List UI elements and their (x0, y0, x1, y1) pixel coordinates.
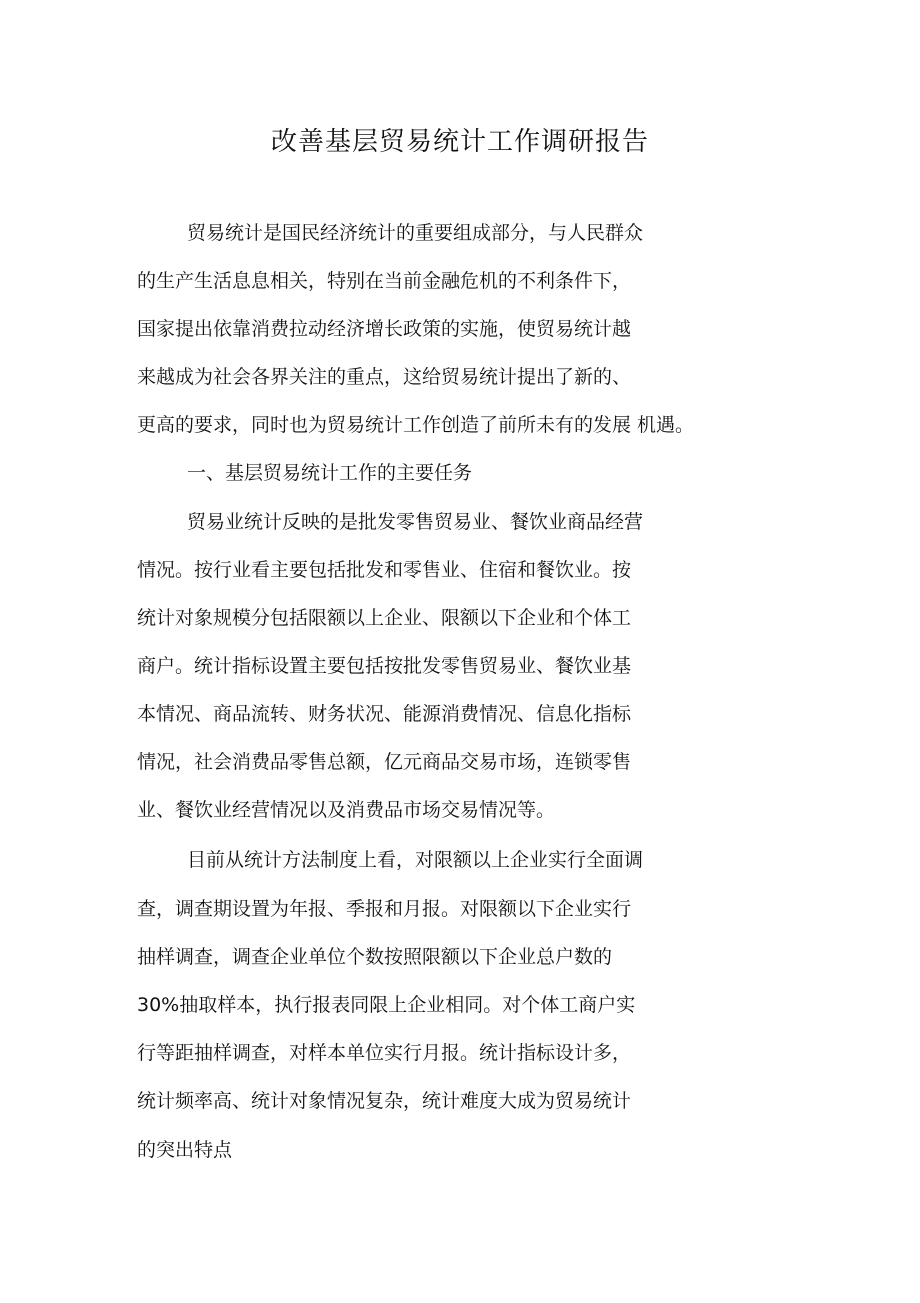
paragraph-line: 本情况、商品流转、财务状况、能源消费情况、信息化指标 (137, 703, 632, 725)
paragraph-line: 抽样调查，调查企业单位个数按照限额以下企业总户数的 (137, 946, 613, 968)
paragraph-line: 来越成为社会各界关注的重点，这给贸易统计提出了新的、 (137, 366, 632, 388)
paragraph-line: 行等距抽样调查，对样本单位实行月报。统计指标设计多， (137, 1042, 632, 1064)
paragraph-line: 的突出特点 (137, 1139, 233, 1161)
paragraph-line: 贸易统计是国民经济统计的重要组成部分，与人民群众 (187, 222, 644, 244)
paragraph-line: 业、餐饮业经营情况以及消费品市场交易情况等。 (137, 799, 556, 821)
section-heading: 一、基层贸易统计工作的主要任务 (187, 462, 473, 484)
document-title: 改善基层贸易统计工作调研报告 (270, 127, 649, 157)
paragraph-line: 更高的要求，同时也为贸易统计工作创造了前所未有的发展 机遇。 (137, 414, 695, 436)
paragraph-line: 情况。按行业看主要包括批发和零售业、住宿和餐饮业。按 (137, 559, 632, 581)
paragraph-line: 贸易业统计反映的是批发零售贸易业、餐饮业商品经营 (187, 511, 644, 533)
paragraph-line: 30%抽取样本，执行报表同限上企业相同。对个体工商户实 (137, 994, 636, 1016)
paragraph-line: 情况，社会消费品零售总额，亿元商品交易市场，连锁零售 (137, 751, 632, 773)
paragraph-line: 国家提出依靠消费拉动经济增长政策的实施，使贸易统计越 (137, 318, 632, 340)
paragraph-line: 目前从统计方法制度上看，对限额以上企业实行全面调 (187, 849, 644, 871)
paragraph-line: 统计对象规模分包括限额以上企业、限额以下企业和个体工 (137, 607, 632, 629)
paragraph-line: 查，调查期设置为年报、季报和月报。对限额以下企业实行 (137, 898, 632, 920)
paragraph-line: 的生产生活息息相关，特别在当前金融危机的不利条件下， (137, 270, 632, 292)
paragraph-line: 统计频率高、统计对象情况复杂，统计难度大成为贸易统计 (137, 1090, 632, 1112)
paragraph-line: 商户。统计指标设置主要包括按批发零售贸易业、餐饮业基 (137, 655, 632, 677)
